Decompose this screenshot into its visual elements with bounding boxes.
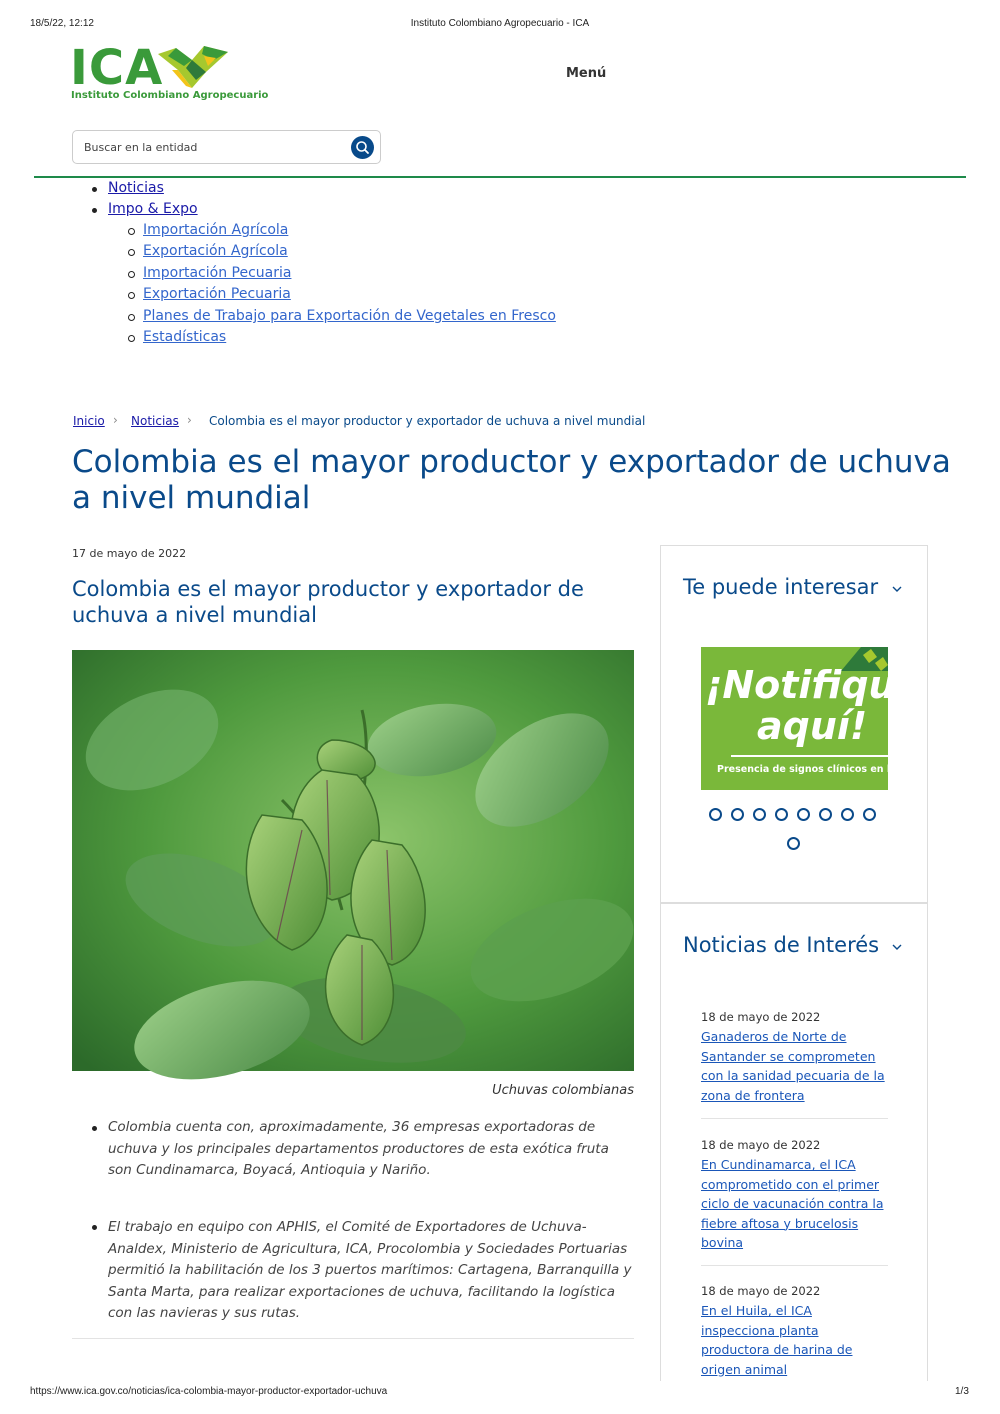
- chevron-down-icon[interactable]: [892, 585, 902, 593]
- subnav-exportacion-pecuaria[interactable]: Exportación Pecuaria: [143, 286, 291, 302]
- carousel-dot[interactable]: [753, 808, 766, 821]
- subnav-bullet: [128, 228, 135, 235]
- article-bullet-1: Colombia cuenta con, aproximadamente, 36 empresas exportadoras de uchuva y los principales departamentos productores de esta exótica fruta son Cundinamarca, Boyacá, Antioquia y Nariño.: [108, 1119, 609, 1178]
- subnav-exportacion-agricola[interactable]: Exportación Agrícola: [143, 243, 288, 259]
- search-button[interactable]: [351, 136, 374, 159]
- nav-item-impo-expo[interactable]: Impo & Expo: [108, 201, 198, 217]
- breadcrumb-current: Colombia es el mayor productor y exportador de uchuva a nivel mundial: [209, 414, 646, 428]
- subnav-importacion-pecuaria[interactable]: Importación Pecuaria: [143, 265, 292, 281]
- sidebar-news-panel: [660, 903, 928, 1381]
- search-icon: [351, 136, 374, 159]
- footer-url: https://www.ica.gov.co/noticias/ica-colombia-mayor-productor-exportador-uchuva: [30, 1386, 388, 1397]
- article-image: [72, 650, 634, 1071]
- carousel-dot[interactable]: [819, 808, 832, 821]
- subnav-bullet: [128, 335, 135, 342]
- banner-headline-2: aquí!: [757, 704, 868, 748]
- subnav-importacion-agricola[interactable]: Importación Agrícola: [143, 222, 289, 238]
- news-link[interactable]: Ganaderos de Norte de Santander se comprometen con la sanidad pecuaria de la zona de frontera: [701, 1029, 885, 1103]
- article-subtitle: Colombia es el mayor productor y exportador de uchuva a nivel mundial: [72, 577, 584, 627]
- carousel-dot[interactable]: [841, 808, 854, 821]
- page-title: Colombia es el mayor productor y exportador de uchuva a nivel mundial: [72, 444, 951, 516]
- breadcrumb-noticias[interactable]: Noticias: [131, 414, 179, 428]
- nav-item-noticias[interactable]: Noticias: [108, 180, 164, 196]
- subnav-bullet: [128, 271, 135, 278]
- article-date: 17 de mayo de 2022: [72, 547, 187, 560]
- breadcrumb-inicio[interactable]: Inicio: [73, 414, 105, 428]
- article-bullet-2: El trabajo en equipo con APHIS, el Comité de Exportadores de Uchuva-Analdex, Ministerio de Agricultura, ICA, Procolombia y Sociedades Portuarias permitió la habilitación de los 3 puertos marítimos: Cartagena, Barranquilla y Santa Marta, para realizar exportaciones de uchuva, facilitando la logística con las navieras y sus rutas.: [108, 1219, 632, 1321]
- sidebar-news-title: Noticias de Interés: [683, 933, 880, 957]
- header-divider: [34, 176, 966, 178]
- nav-bullet: [92, 187, 97, 192]
- news-date: 18 de mayo de 2022: [701, 1138, 821, 1152]
- nav-bullet: [92, 208, 97, 213]
- carousel-dot[interactable]: [775, 808, 788, 821]
- chevron-right-icon: ›: [113, 413, 118, 427]
- news-divider: [701, 1265, 888, 1266]
- logo-subtitle: Instituto Colombiano Agropecuario: [71, 90, 269, 101]
- subnav-bullet: [128, 249, 135, 256]
- subnav-bullet: [128, 314, 135, 321]
- print-page-title: Instituto Colombiano Agropecuario - ICA: [410, 18, 590, 29]
- sidebar-interest-panel: [660, 545, 928, 903]
- carousel-dot[interactable]: [797, 808, 810, 821]
- carousel-dot[interactable]: [731, 808, 744, 821]
- print-datetime: 18/5/22, 12:12: [30, 18, 94, 29]
- banner-notifique[interactable]: [701, 647, 919, 790]
- sidebar-interest-title: Te puede interesar: [683, 575, 879, 599]
- list-bullet: [92, 1126, 97, 1131]
- article-divider: [72, 1338, 634, 1339]
- menu-button[interactable]: Menú: [566, 66, 607, 81]
- subnav-planes-de-trabajo[interactable]: Planes de Trabajo para Exportación de Vegetales en Fresco: [143, 308, 556, 324]
- banner-caption: Presencia de signos clínicos en los an: [717, 764, 919, 775]
- banner-rule: [731, 755, 888, 757]
- news-link[interactable]: En el Huila, el ICA inspecciona planta productora de harina de origen animal: [701, 1303, 853, 1377]
- list-bullet: [92, 1225, 97, 1230]
- banner-headline: ¡Notifiqu: [705, 663, 896, 707]
- logo-text[interactable]: ICA: [70, 40, 164, 96]
- subnav-estadisticas[interactable]: Estadísticas: [143, 329, 227, 345]
- search-input[interactable]: Buscar en la entidad: [84, 141, 198, 154]
- subnav-bullet: [128, 292, 135, 299]
- chevron-down-icon[interactable]: [892, 943, 902, 951]
- chevron-right-icon: ›: [187, 413, 192, 427]
- carousel-dot[interactable]: [863, 808, 876, 821]
- search-box[interactable]: [72, 130, 381, 164]
- news-link[interactable]: En Cundinamarca, el ICA comprometido con el primer ciclo de vacunación contra la fiebre aftosa y brucelosis bovina: [701, 1157, 884, 1250]
- news-divider: [701, 1118, 888, 1119]
- carousel-dot[interactable]: [709, 808, 722, 821]
- carousel-dot[interactable]: [787, 837, 800, 850]
- image-caption: Uchuvas colombianas: [492, 1083, 634, 1098]
- news-date: 18 de mayo de 2022: [701, 1284, 821, 1298]
- footer-page-number: 1/3: [955, 1386, 969, 1397]
- news-date: 18 de mayo de 2022: [701, 1010, 821, 1024]
- logo-leaf-icon: [158, 46, 228, 90]
